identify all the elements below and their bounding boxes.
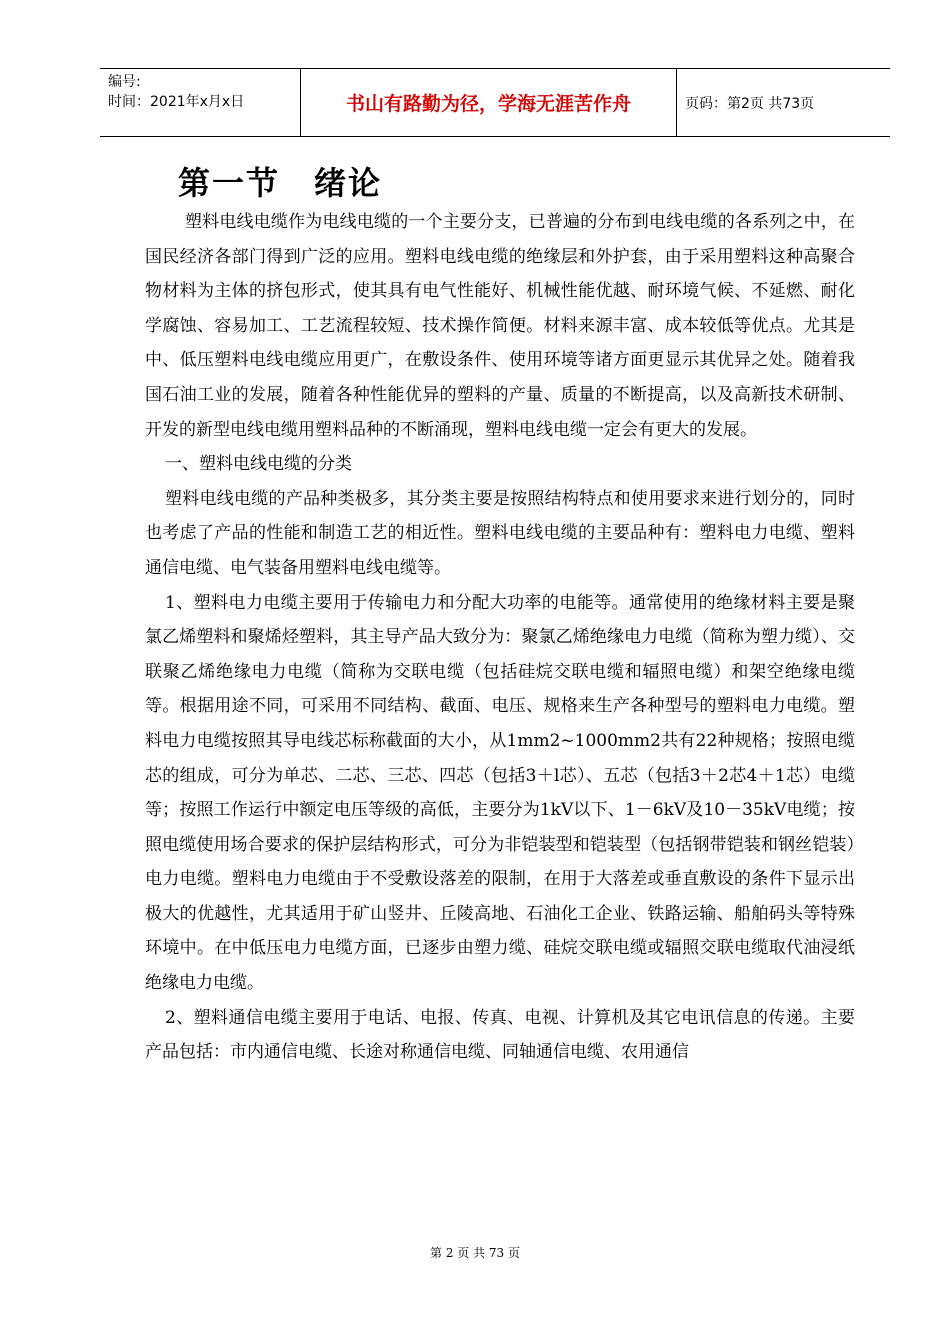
page-footer: 第 2 页 共 73 页: [430, 1246, 520, 1260]
paragraph-intro: 塑料电线电缆作为电线电缆的一个主要分支，已普遍的分布到电线电缆的各系列之中，在国民经济各部门得到广泛的应用。塑料电线电缆的绝缘层和外护套，由于采用塑料这种高聚合物材料为主体的挤包形式，使其具有电气性能好、机械性能优越、耐环境气候、不延燃、耐化学腐蚀、容易加工、工艺流程较短、技术操作简便。材料来源丰富、成本较低等优点。尤其是中、低压塑料电线电缆应用更广，在敷设条件、使用环境等诸方面更显示其优异之处。随着我国石油工业的发展，随着各种性能优异的塑料的产量、质量的不断提高，以及高新技术研制、开发的新型电线电缆用塑料品种的不断涌现，塑料电线电缆一定会有更大的发展。: [145, 212, 855, 440]
document-body: [145, 205, 855, 1070]
paragraph-communication-cable: 2、塑料通信电缆主要用于电话、电报、传真、电视、计算机及其它电讯信息的传递。主要产品包括：市内通信电缆、长途对称通信电缆、同轴通信电缆、农用通信: [145, 1007, 855, 1063]
paragraph-classification: 塑料电线电缆的产品种类极多，其分类主要是按照结构特点和使用要求来进行划分的，同时也考虑了产品的性能和制造工艺的相近性。塑料电线电缆的主要品种有：塑料电力电缆、塑料通信电缆、电气装备用塑料电线电缆等。: [145, 488, 855, 578]
paragraph-power-cable: 1、塑料电力电缆主要用于传输电力和分配大功率的电能等。通常使用的绝缘材料主要是聚氯乙烯塑料和聚烯烃塑料，其主导产品大致分为：聚氯乙烯绝缘电力电缆（简称为塑力缆）、交联聚乙烯绝缘电力电缆（简称为交联电缆（包括硅烷交联电缆和辐照电缆）和架空绝缘电缆等。根据用途不同，可采用不同结构、截面、电压、规格来生产各种型号的塑料电力电缆。塑料电力电缆按照其导电线芯标称截面的大小，从1mm2~1000mm2共有22种规格；按照电缆芯的组成，可分为单芯、二芯、三芯、四芯（包括3＋l芯）、五芯（包括3＋2芯4＋1芯）电缆等；按照工作运行中额定电压等级的高低，主要分为1kV以下、1－6kV及10－35kV电缆；按照电缆使用场合要求的保护层结构形式，可分为非铠装型和铠装型（包括钢带铠装和钢丝铠装）电力电缆。塑料电力电缆由于不受敷设落差的限制，在用于大落差或垂直敷设的条件下显示出极大的优越性，尤其适用于矿山竖井、丘陵高地、石油化工企业、铁路运输、船舶码头等特殊环境中。在中低压电力电缆方面，已逐步由塑力缆、硅烷交联电缆或辐照交联电缆取代油浸纸绝缘电力电缆。: [145, 592, 855, 994]
header-meta: [100, 69, 301, 136]
document-number-label: 编号:: [108, 74, 141, 90]
page-header: [100, 68, 890, 137]
header-page-code: 页码：第2页 共73页: [685, 95, 815, 112]
section-title: 第一节 绪论: [178, 164, 383, 202]
document-time: 时间：2021年x月x日: [108, 94, 245, 110]
header-motto: 书山有路勤为径，学海无涯苦作舟: [301, 69, 677, 136]
subheading-classification: 一、塑料电线电缆的分类: [165, 454, 352, 475]
